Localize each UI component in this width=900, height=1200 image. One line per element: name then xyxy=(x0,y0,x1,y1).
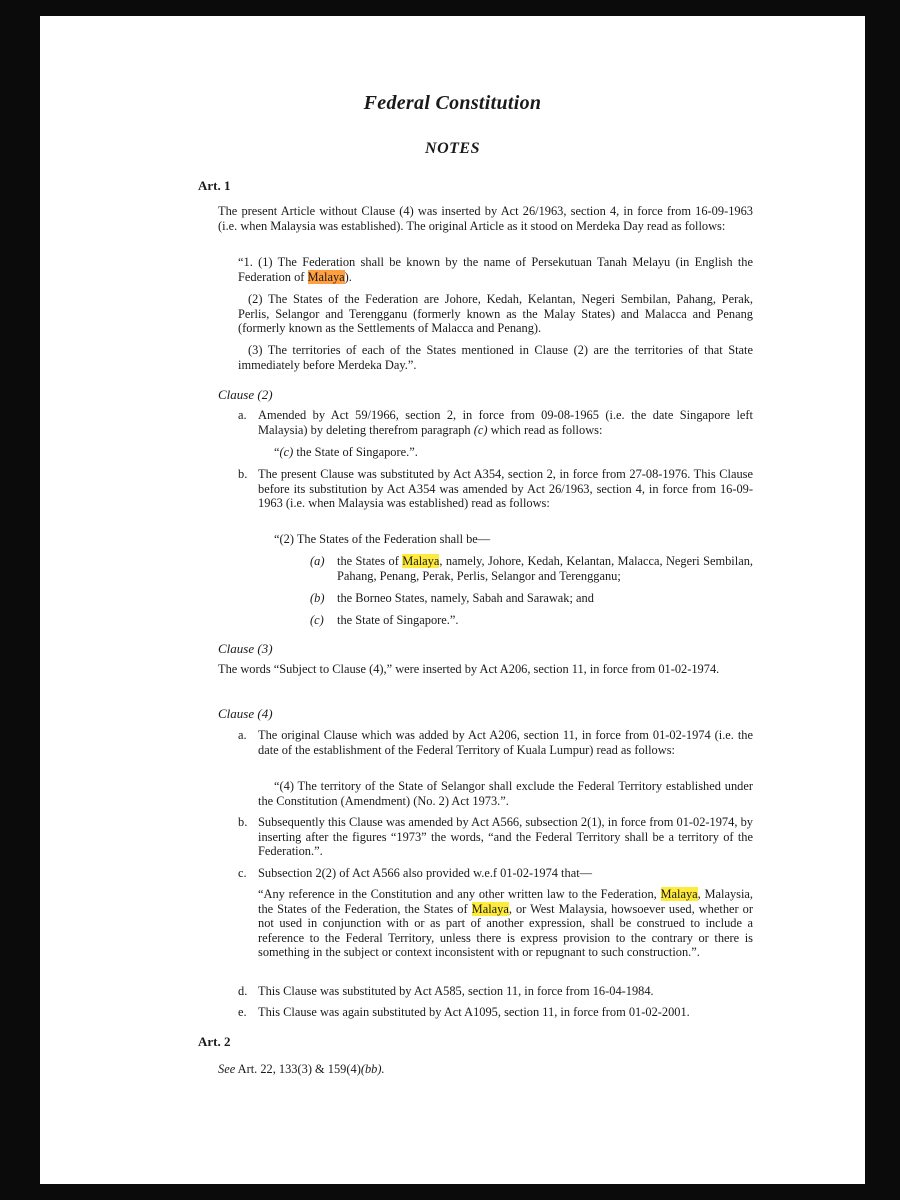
article-2-heading: Art. 2 xyxy=(198,1034,231,1049)
search-highlight-current[interactable]: Malaya xyxy=(307,269,345,284)
clause-3-heading: Clause (3) xyxy=(218,641,273,656)
paragraph-ref: (c) xyxy=(279,445,294,459)
clause-2-sub-item-a xyxy=(337,554,753,583)
sub-item-marker: (b) xyxy=(310,591,325,605)
article-1-original-clause-3: (3) The territories of each of the States mentioned in Clause (2) are the territories of that State immediately before Merdeka Day.”. xyxy=(238,343,753,372)
quote-text: “Any reference in the Constitution and any other written law to the Federation, xyxy=(258,887,661,901)
quote-text: the State of Singapore.”. xyxy=(293,445,418,459)
sub-item-marker: (c) xyxy=(310,613,324,627)
list-marker: c. xyxy=(238,866,247,880)
list-marker: b. xyxy=(238,815,248,829)
quote-mark: “ xyxy=(274,445,280,459)
paragraph-ref: (bb). xyxy=(360,1062,385,1076)
clause-2-note-a-quote xyxy=(274,445,753,460)
search-highlight[interactable]: Malaya xyxy=(471,901,509,916)
quote-text: ). xyxy=(344,269,352,284)
list-marker: a. xyxy=(238,728,247,742)
list-marker: a. xyxy=(238,408,247,422)
search-highlight[interactable]: Malaya xyxy=(402,554,440,568)
clause-4-heading: Clause (4) xyxy=(218,706,273,721)
clause-2-note-b: The present Clause was substituted by Act A354, section 2, in force from 27-08-1976. This Clause before its substitution by Act A354 was amended by Act 26/1963, section 4, in force from 16-09-1963 (i.e. when Malaysia was established) read as follows: xyxy=(258,467,753,511)
list-marker: b. xyxy=(238,467,248,481)
clause-2-heading: Clause (2) xyxy=(218,387,273,402)
clause-2-note-a xyxy=(258,408,753,437)
list-marker: e. xyxy=(238,1005,247,1019)
search-highlight[interactable]: Malaya xyxy=(660,887,698,901)
quote-text: , Malaysia, the States of the Federation, the States of xyxy=(258,887,753,916)
sub-item-marker: (a) xyxy=(310,554,325,568)
clause-2-sub-item-b: the Borneo States, namely, Sabah and Sarawak; and xyxy=(337,591,594,605)
clause-2-note-b-quote: “(2) The States of the Federation shall be— xyxy=(274,532,491,546)
article-1-original-clause-1 xyxy=(238,255,753,284)
notes-heading: NOTES xyxy=(425,140,480,157)
article-1-heading: Art. 1 xyxy=(198,178,231,193)
clause-2-sub-item-c: the State of Singapore.”. xyxy=(337,613,459,627)
note-text: which read as follows: xyxy=(487,422,603,437)
quote-text: the States of xyxy=(337,554,403,568)
article-1-intro: The present Article without Clause (4) was inserted by Act 26/1963, section 4, in force from 16-09-1963 (i.e. when Malaysia was established). The original Article as it stood on Merdeka Day read as follows: xyxy=(218,204,753,233)
paragraph-ref: (c) xyxy=(473,422,488,437)
article-references: Art. 22, 133(3) & 159(4) xyxy=(235,1062,361,1076)
quote-text: , namely, Johore, Kedah, Kelantan, Malacca, Negeri Sembilan, Pahang, Penang, Perak, Perlis, Selangor and Terengganu; xyxy=(337,554,753,583)
clause-4-note-a-quote: “(4) The territory of the State of Selangor shall exclude the Federal Territory established under the Constitution (Amendment) (No. 2) Act 1973.”. xyxy=(258,779,753,808)
document-title: Federal Constitution xyxy=(363,92,542,114)
clause-4-note-a: The original Clause which was added by Act A206, section 11, in force from 01-02-1974 (i.e. the date of the establishment of the Federal Territory of Kuala Lumpur) read as follows: xyxy=(258,728,753,757)
clause-3-note: The words “Subject to Clause (4),” were inserted by Act A206, section 11, in force from 01-02-1974. xyxy=(218,662,720,676)
clause-4-note-e: This Clause was again substituted by Act A1095, section 11, in force from 01-02-2001. xyxy=(258,1005,690,1019)
clause-4-note-c-quote xyxy=(258,887,753,960)
quote-text: , or West Malaysia, howsoever used, whether or not used in conjunction with or as part of another expression, shall be construed to include a reference to the Federal Territory, unless there is express provision to the contrary or there is something in the subject or context inconsistent with or repugnant to such construction.”. xyxy=(258,901,754,960)
clause-4-note-d: This Clause was substituted by Act A585, section 11, in force from 16-04-1984. xyxy=(258,984,654,998)
document-page xyxy=(40,16,865,1184)
note-text: Amended by Act 59/1966, section 2, in force from 09-08-1965 (i.e. the date Singapore left Malaysia) by deleting therefrom paragraph xyxy=(258,408,753,437)
list-marker: d. xyxy=(238,984,248,998)
quote-text: “1. (1) The Federation shall be known by the name of Persekutuan Tanah Melayu (in English the Federation of xyxy=(238,255,753,284)
see-label: See xyxy=(218,1062,236,1076)
article-1-original-clause-2: (2) The States of the Federation are Johore, Kedah, Kelantan, Negeri Sembilan, Pahang, Perak, Perlis, Selangor and Terengganu (formerly known as the Malay States) and Malacca and Penang (formerly known as the Settlements of Malacca and Penang). xyxy=(238,292,753,336)
clause-4-note-c: Subsection 2(2) of Act A566 also provided w.e.f 01-02-1974 that— xyxy=(258,866,593,880)
article-2-note xyxy=(218,1062,753,1077)
clause-4-note-b: Subsequently this Clause was amended by Act A566, subsection 2(1), in force from 01-02-1974, by inserting after the figures “1973” the words, “and the Federal Territory shall be a territory of the Federation.”. xyxy=(258,815,753,859)
